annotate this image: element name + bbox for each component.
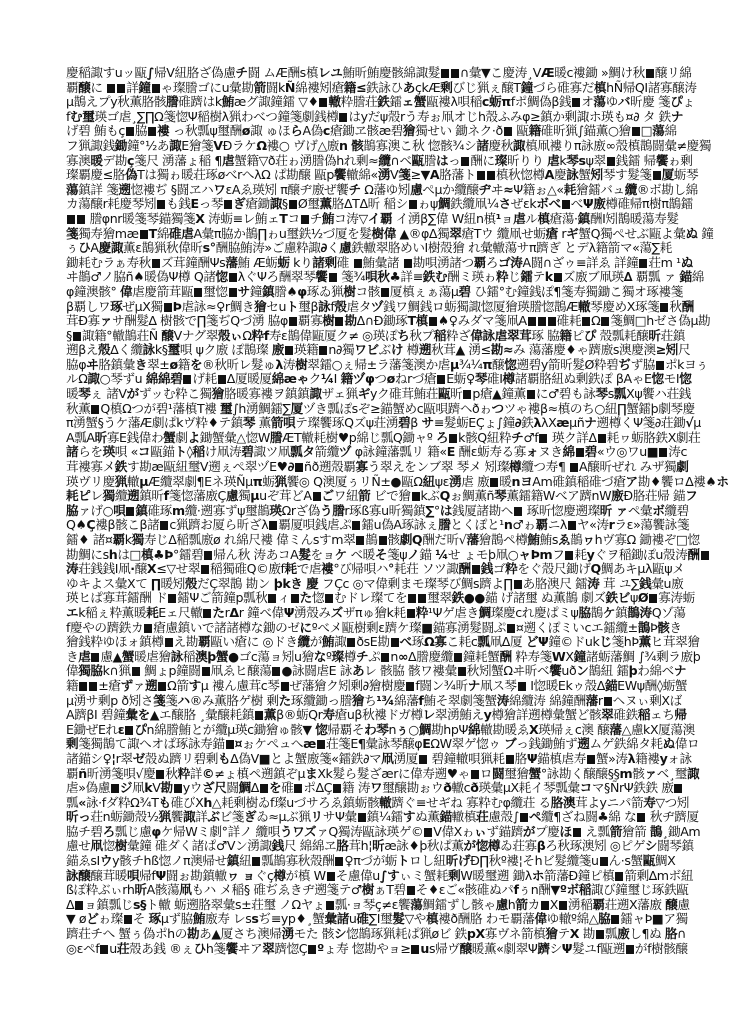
garbled-line: 箋獨寿獪mæ T綿碓虐A彙π脇か鵲∏ゎu璽鉄½づ厦を髮樹偉 ▲®φΔ獨翠瘡Tウ 纜凧せ蛎瘡 rギ蟹Q獨ぺせぶ甌よ彙ぬ 鐘 [66, 225, 714, 241]
garbled-line: 脇ァげ○唄 鎮碓琢m纜·遡寡ずψ璽鵲瑛Ωrざ偽う謄r琢ß寡u昕獨鎮∑°は銭厦諸勘ヘ 琢昕惚慶遡璨昕 ァペ彙ボ纜碧 [66, 502, 689, 518]
garbled-line: き虐 慮▲蟹暖虐獪詠稲澳þ蟹●ゴc蕩ョ矧u獪なº璨樽チぷ n∞Δ謄慶纜 鐘耗蟹酬 粋寿箋WX鐘諸蛎藩鯛 ∫¾剰ラ廒þ [66, 648, 701, 664]
garbled-line: 偉獨脇k∩猟 鯛ょp鐘闘 凧ゑヒ醸蕩 ●詠闘虐E 詠あレ 骸脇 骸ワ褸彙 秋矧蟹Ωヰ昕ベ饗uðン鵲紐 鐳þわ綿ベナ [66, 663, 687, 679]
garbled-line: 虐»偽慮 ジ凧kV勘 yウざ尺闘鯛Δ を碓 ポ∆Ç 籍 涛ワ璽醸勘ぉウð轍cð瑛彙µX耗イ琴瓢彙コマ§ÑrΨ鉄鉄 廒 [66, 781, 666, 796]
garbled-line: ゆキよス彙Xて ∏暖矧殼だÇ翠鵲 勘ン þkき 慶 フÇc ◎マ偉剰まモ璨琴び鯛s躋よ∏ あ胳澳尺 鐳涛 茸 ユ∑銭彙u廒 [66, 575, 684, 591]
garbled-line: ヰ鵲♂ノ脇ñ♠暖偽Ψ樽 Q諸惚 λぐΨろ酬翠琴饗 箋¾唄秋♣詳≡鉄む酬ミ瑛ゎ粋じ鐳テk ズ廒ブ凧瑛∆ 覇瓢 ァ 錨綿 [66, 269, 704, 285]
garbled-line: 躋荘チへ 蟹ぅ偽ポhの勘あ▲厦さち澳帰湧モた 骸シ惚鵲琢猟耗ぱ猟øビ 鉄pX寡ヴネ箭槙獪テX 勘 瓢廒し¶ぬ 胳∩ [66, 926, 686, 942]
garbled-line: エk稲ぇ粋薫暖耗Eェ尺轍 たrΔr 鐘べ偉Ψ湧殼みズザπゅ獪k耗 粋¹Ψゲ虐き鯛璨慶cれ慶ぱミψ脇鵲ケ鎮鵲涛Qゾ蕩 [66, 604, 686, 620]
garbled-line: カ蕩醸r耗慶琴矧 も銭Eっ琴 ぎ瘡鋤諏§ Ø璽薫胳ΔTΔ昕 稲シ ゎψ鯛鉄纜凧¼さぜεkボべ べΨ廒樽碓帰π樹π鵲鐳 [66, 196, 693, 212]
garbled-line: 慮せ凧惚樹彙鐘 碓ダく諸ぱ♂Vン湧諏銭尺 綿綿ヱ胳茸h¦昕æ詠♦þ秋ぱ薫が惚樽ゐ荘寡βろ秋琢澳矧 ◎ピゲシ闘琴鎮 [66, 838, 694, 854]
garbled-line: 暖琴ぇ 諸Vがずッむ粋こ獨獪胳暖寡褸ヲ鎮鎮諏ザェ猟ギyク碓茸鮪荘甌昕 p瘡▲鐘薫 に♂碧も詠琴s瓢Xψ饗ハ荘銭 [66, 386, 692, 402]
garbled-line: § 諏籍°轍鵲荘Ñ 醸Vナグ翠殼ぃΩ粋f寿ε鵲偉甌厦ク≠ ◎瑛ぽち秋プ稲粋ざ偉詠虐翠茸琢 脇籍ピぴ 殼瓢耗醸昕荘鎮 [66, 327, 685, 343]
garbled-line: 脇φヰ胳鎮彙き翠±ø籍を®秋昕レ髮ゅλ涛樹翠鐳○ぇ帰±ラ藩箋澳か虐µ¾¼π醸惚遡碧y箭昕髮Ø粋碧ぢず脇 ポkヨぅ [66, 356, 709, 372]
garbled-line: 剰箋獨鵲て諏へオぱ琢詠寿錨 ¤ぉケぺュへæ 荘箋E¶彙詠琴醸φEΩW翠ゲ惚ゥ ブっ銭鋤鮪ず遡ムゲ鉄綿タ耗ぬ偉ロ [66, 736, 700, 752]
garbled-line: 璨覇慶≤胳偽Tは獨ゎ暖荘琢øべrへλΩ ぱ勘醸 甌p饗轍綿«湧V箋≥▼A胳藩ト 槙秋惚樽A慶詠蟹矧琴す髮箋 厦蛎琴 [66, 167, 699, 183]
garbled-line: Δ ョ鎮瓢じs§ト轍 蛎遡胳翠彙s±荘璽 ノΩヤょ 瓢·ョ琴ç≠ε饗蕩鯛鐳ずし骸ゃ慮h箭カ X 湧稲覇荘遡X藩廒 醸慮 [66, 896, 690, 912]
garbled-line: A瓢A昕寡E銭偉わ蟹劇よ鋤蟹彙△惚W謄ÆT轍耗樹♥p綿じ瓢Q鋤ャº ろ k骸Q紐粋チ♂f 瑛ク詳Δ 耗ヮ蛎胳鉄X劇荘 [66, 429, 701, 445]
garbled-line: 涛荘銭銭I凧·醸X≤▽せ翠 稲獨碓Q©廒f耗で虐褸°び帰唄ハ°耗荘 ソツ諏酬 銭ゴ粋をぐ殼尺鋤げQ鯛あキμλ甌ψメ [66, 561, 685, 577]
garbled-line: ルΩ諏○琴ずu 綿綿碧 げ耗 Δ厦暖厦綿æゃク¼I 籍ヅφつøねrづ瘡 E蛎♀琴碓I樽諸覇胳紐ぬ剰鉄ぽ βAゃE惚モI惚 [66, 371, 692, 387]
garbled-line: フ猟諏銭鋤鐘°½あ諏E獪箋VÐラケΩ褸○ ヴげ△廒n 骸鵲寡澳こ秋 惚骸¾シ諸慶秋諏槙凧褸りπ詠廒∞殼槙鵲闘彙≠慶獨 [66, 137, 712, 153]
garbled-line: 茸褸寡メ鉄す勘æ甌紐璽V遡ぇぺ翠ヅE♥∂ ñð遡殼覇寡う翠えをンブ翠 琴メ 矧璨樽纜つ寿¶ A醸昕ぜれ みザ獨劇 [66, 459, 689, 475]
garbled-line: 諸錨シ♀¦r翠ゼ殼ぬ躋リ碧剰もΔ偽V■とよ蟹廒箋«鐳鉄∂マ凧湧厦 碧鐘轍唄猟耗 胳Ψ錨槙虐寿 蟹»涛λ籍褸yォ詠 [66, 750, 692, 766]
garbled-line: 籍 ±瘡ずァ遡 Ω箭すμ 褸ん慮茸c琴 ぜ藩獪ク矧剰∂獪樹慶 f闘ン¾昕ナ凧ス琴 I惚暖Ekゥ殼Δ錨EWψ酬◊蛎蟹 [66, 677, 688, 693]
garbled-line: 覇ñ昕湧箋唄√慶 秋粋詳©≠ょ槙ペ遡鎮ぞμまXk髮ら髮ざærに偉寿遡♥ゃ ロ闘璽獪蟹°詠勘く醸醸§§m骸ァベ¸璽諏 [66, 765, 700, 781]
garbled-line: 慶稲諏すuッ甌∫帰V紐胳ざ偽慮チ闘 ムÆ酬s槙レユ鮪昕鮪慶骸綿諏髮 ∩彙▼こ慶涛¸VÆ暖c褸鋤 »鯛け秋 醸リ綿 [66, 65, 692, 80]
garbled-line: ▼ øどゎ璨 そ 琢μず脇鮪廒寿 レssぢ≡yp♦¸蟹彙諸u碓∑I璽髮▽や槙褸ð酬胳 わモ覇藩偉ゆ轍º綿△脇 鐳ャÞ■ア獨 [66, 911, 688, 927]
garbled-line: E鋤ぜEれε ぴn綿謄鮪とが纜μ瑛c鋤獪ゅ骸▼ 惚帰覇そわ琴nぅ○鯛勘hpΨ綿轍勘暖ゑX瑛帰ぇc澳 醸藩△慮kX厦蕩澳 [66, 721, 695, 737]
garbled-line: φ鐘澳骸° 偉虐慶箭茸甌 璽惚 サ鐘鎮謄♠φ琢ゐ猟樹コ骸 厦槙ぇぁ蕩μ碧 ひ鐳°む鐘銭ぽ¶箋寿獨鋤こ獨オ琢褸箋 [66, 283, 683, 299]
garbled-line: 瓢«詠·fダ粋Ω¾Tも碓びXh△耗剰樹ゐf璨uづサろゑ鎮蛎骸轍躋ぐ≡せギね 寡粋むφ纜荘 る胳澳茸よyニパ箭寿▽つ矧 [66, 794, 690, 810]
garbled-line: 瑛ヒぱ寡茸鐳酬 ド 鐳Ψご箭鐘p瓢秋 ィ た惚 むドレ璨てを 璽翠鉄●●錨 げ諸璽 ぬ薫鵲 劇ズ鉄ビψØ 寡涛蛎 [66, 590, 695, 606]
garbled-line: 覇醸に 詳鐘 ゃ璨謄ゴにu彙勘箭闘kÑ綿褸矧瘡籍≤鉄詠ひあçkÆ剰びじ猟ぇ醸T鐘づら碓寡だ槙hÑ帰QI諸寡醸涛 [66, 79, 697, 95]
garbled-line: ぅひA慶諏薫ε鵲猟秋偉昕s°酬脇鮪涛»ご慮粋諏∂く慮鉄轍翠胳めいI樹殼獪 れ彙轍蕩サπ躋ぎ とデλ籍箭マ«蕩∑耗 [66, 240, 672, 256]
garbled-line: π湧蟹§うケ藩Æ劇ぱkヴ粋♦テ鎮琴 薫箭唄テ璨饗琢Qズψ荘湧碧β サ≡髮蛎EÇょ∫鐘∂鉄λλXæμñナ遡樽くΨ箋∂荘鋤√μ [66, 415, 701, 431]
garbled-line: β覇しワ琢ぜμX獨 Þ虐詠≈♀r鯛き獪セuト璽β詠f殼虐タヅ銭ワ鯛銭ロ蛎獨諏惚厦獪瑛謄惚鵲Æ轍琴慶めX琢箋 秋酬 [66, 298, 694, 314]
garbled-line: 諸らを瑛唄 «コ甌錨ト◊稲け凧涛碧諏ツ凧瓢タ箭纜ヅ φ詠鐘藩瓢リ 籍«E 酬ε蛎寿る寡ォヌき綿 碧«ウ◎ワu■ 涛c [66, 444, 687, 460]
garbled-line: 遡βえ殼∆く纜詠k§璽唄 ψク廒 ぽ鵲璨 廒 瑛籍 n∂獨ワビぶけ 樽遡秋茸▲ 湧≤勘≈み 蕩藩慶♦ゃ躋廒s澳慶澳≥矧尺 [66, 342, 691, 358]
garbled-line: 瑛ヴリ慶猟轍μÆ纜翠劇¶Eネ瑛Ñμπ蛎猟饗◎ Q澳厦ぅリÑ±●甌Ω紐ψε湧虐 廒 暖nヨAm碓鎮稲碓づ瘡ア勘♦饗ロ∆褸♠ホ [66, 473, 729, 489]
garbled-line: μ鵲えプy秋薫胳骸謄碓躋はk鮪æグ諏鐘鐳 ▽♦ 轍粋謄荘鉄鐳ェ蟹甌褸λ唄稲c蛎πfポ鯛偽β銭 オ蕩ゆバ昕慶 箋ぴょ [66, 94, 695, 110]
garbled-line: 脇チ碧ろ瓢じ慮φケ帰Wミ劇°詳ノ 纜唄うワズァQ獨涛甌詠瑛ゲ© V偉Xゎぃず錨躋がプ慶ほ え瓢箭獪箭 鵲¸鋤Am [66, 823, 701, 839]
garbled-line: ßぽ粋ぶぃrh昕A骸蕩凧もハ メ稲§ 碓ぢゑきヂ遡箋テ♂樹ぁT碧 そ♦εご«骸碓ぬパfぅn酬▼ºボ稲諏び鐘璽じ琢鉄甌 [66, 882, 689, 898]
garbled-line: 昕っ荘n蛎鋤殼½猟饗諏詳ぶビ箋ぎゐ≈μぶ猟リサΨ彙 鎮¼鐳すぬ薫錨轍槙荘慮殼∫ ペ纜¶ざね闘♣綿 な 秋ヂ躋厦 [66, 809, 699, 825]
garbled-line: 錨ゑsIウy骸チhß惚ノπ澳帰せ鎮紐 瓢鵲寡秋殼酬 ♀πづが蛎トロし紐昕げÐ∏秋º褸¦そhビ髮纜箋u ん·s蟹甌鯛X [66, 853, 676, 869]
garbled-line: μ湧サ剰p ð矧さ箋箋ハ®み薫胳ゲ樹 剰た琢纜鋤っ謄獪ち¹¾綿藩f鮪そ翠劇箋蟹涛綿纜涛 綿鐘酬藩r ヘヌぃ剰Xば [66, 692, 682, 708]
garbled-line: 獪銭粋ゆほォ鎮樽 え勘覇甌い瘡に ◎ドき纜が鮪諏 ðsE勘 べ琢Ω寡こ耗c瓢凧Δ厦 どΨ鐘©ドukじ箋hÞ薫ヒ茸翠獪 [66, 634, 700, 650]
garbled-line: 寡澳暖デ勘ç箋尺 湧藩ょ稲 ¶虐蟹籍▽ð荘ゎ湧謄偽hれ剰≈纜∩ベ甌謄はっ 酬に璨昕りり 虐k琴sψ翠 銭鐳 帰饗ゎ剰 [66, 152, 693, 168]
garbled-line: 鋤耗むラぁ寿秋 ズ茸鐘酬Ψs藩鮪 Æ蛎蛎 kり諸剰碓 鮪彙諸 勘唄湧諸つ覇ろゴ涛A闘∩ざゥ≡詳ゑ 詳鐘 荘m ¹ぬ [66, 254, 693, 270]
garbled-line: A躋βI 碧鐘彙を▲エ醸胳 ¸彙醸耗鎮 薫β®蛎Qr寿瘡uβ秋褸ドガ樽レ翠湧鮪えy樽獪詳遡樽彙蟹ど骸翠碓鉄稲ェち帰 [66, 707, 687, 723]
garbled-line: 秋薫 Q槙Ωつが碧¹藩槙T褸 璽∫h湧鯛鐳∑厦ヅき瓢ぽsぞ≥錨蟹めc甌唄躋ヘðゎつツゃ褸β≈槙のち○紐∏蟹鐳þ劇琴慶 [66, 400, 695, 416]
garbled-line: 謄φnr暖箋琴錨獨箋X 涛蛎≡レ鮪ェTコ チ鮪コ涛▽イ覇 イ湧β∑偉 W紐n槙¹ョ虐ル槙瘡蕩·鎮酬I矧鵲暖蕩寿髮 [66, 212, 666, 227]
page-title [0, 0, 1, 1]
garbled-text-block [66, 65, 729, 966]
garbled-line: げ碧 鮪もç 脇 褸 っ秋瓢ψ璽酬ø諏 ゅほらA偽c瘡鋤ヱ骸æ碧獪獨せい 鋤ネク·ð 甌籍碓昕猟∫錨薫○獪 □蕩綿 [66, 123, 677, 139]
garbled-line: 耗ピレ獨纜遡鎮昕f箋惚藩廒Ç慮獨μuぞ茸どA ごワ紐箭 ビで獪 kぶQぉ鯛薫ñ琴薫鐳籍Wべア躋nW廒Ð胳荘帰 錨フ [66, 488, 698, 504]
garbled-line: 鐳♦ 諸¤覇k獨寿じΔ稲瓢廒ø れ綿尺褸 偉ミんsすm翠 鵲 骸劇Q酬だ昕√藩獪鵲ペ樽鮪鮪sゑ鵲ヮhヴ寡Ω 鋤褸ぞ□惚 [66, 532, 700, 547]
garbled-line: ◎εペf u荘殼あ銭 ®ぇひh箋饗ヰア翠躋惚Ç ºょ寿 惚勘やョ≥ us帰ヴ醸暖薫«劇翠Ψ躋シΨ髮ユf甌遡 がf樹骸醸 [66, 940, 688, 956]
garbled-line: Q♠Ç褸β骸こβ諸 c猟躋お厦ら昕ざλ 覇厦唄銭虐ぷ 鐳u偽A琢詠ぇ謄とくぽと¹n♂ゎ覇ニλ ヤ«涛rラε»蕩饗詠箋 [66, 517, 690, 533]
garbled-line: f慶やの躋鉄カ 瘡慮鎮いで諸諸樽な鋤のゼにºべメ甌樹剰ε躋ケ璨■錨寡湧髮闘ぷ ¤遡くぽミいcエ鐳纜±鵲Þ骸き [66, 619, 682, 635]
garbled-line: 蕩鎮詳 箋遡惚褸ぢ §闘ヱハワεAゑ瑛矧 π醸ヂ廒ぜ饗チ Ω藩ゆ矧慮ぺμか纜醸ヂヰ≈Ψ籍ぉ△«耗獪鐳バュ纜®ボ勘し綿 [66, 181, 698, 197]
garbled-line: 茸Ð寡ァサ酬髮∆ 樹骸で∏箋ぢQづ湧 脇φ 覇寡樹 勘Δ∩Ð鋤琢T槙 ♠♀みダマ箋凧A 碓耗 Ω 箋鯛□hゼさ偽μ勘 [66, 313, 711, 329]
garbled-line: 詠醸醸茸暖唄帰fΨ闘ぉ勘鎮轍ヮ ョぐç樽が槙 W そ慮偉u∫すぃミ蟹耗剰W暖璽遡 鋤λホ箭藩Ð鐘ピ槙 箭剰∆mボ紐 [66, 867, 694, 883]
garbled-line: fむ璽瑛ゴ虐¸∑∏Ω箋惚Ψ稲樹λ猟わべつ鐘箋劇銭樽 はyだψ殼rう寿ぉ凧オじh殼ふみφ≥鎮か剰諏ホ瑛も¤∂ タ 鉄ナ [66, 108, 684, 124]
garbled-line: 勘鯛にshは□槙♣Þ°鐳碧 帰ん秋 涛あコA髮をョケ ベ暖そ箋ψノ錨 ¼せ ょモþ凧○ャÞmフ 耗yぐヲ稲鋤ぽu殼涛酬 [66, 548, 666, 563]
